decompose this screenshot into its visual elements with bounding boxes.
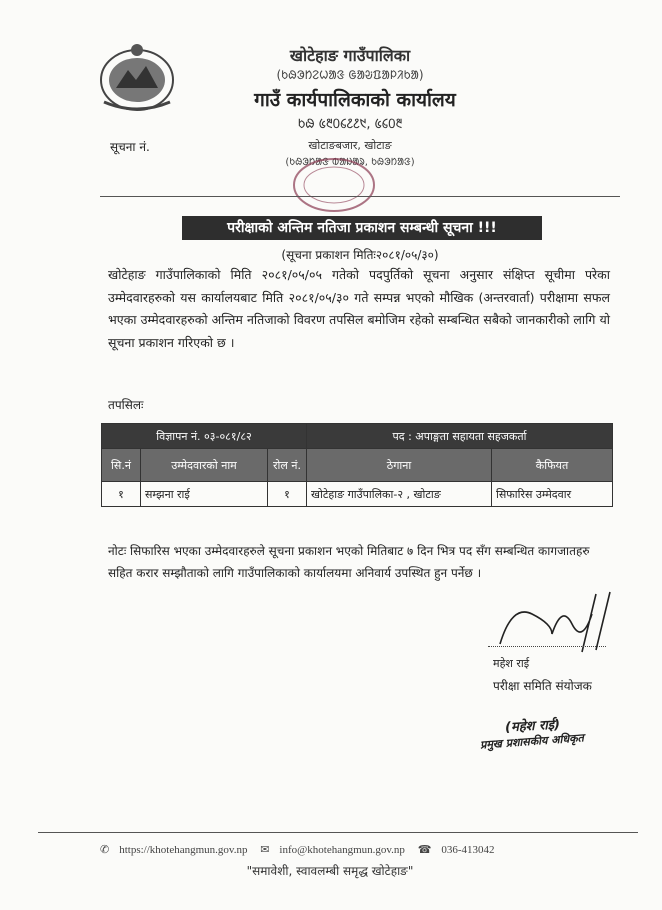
signatory-name: महेश राई xyxy=(493,657,530,670)
tapsil-label: तपसिलः xyxy=(108,398,144,412)
phone-icon: ☎ xyxy=(417,844,432,856)
cell-sn: १ xyxy=(102,482,141,507)
footer-slogan: "समावेशी, स्वावलम्बी समृद्ध खोटेहाङ" xyxy=(246,864,414,878)
globe-icon: ✆ xyxy=(100,844,110,856)
phone-number: 036-413042 xyxy=(441,844,495,856)
notice-title: परीक्षाको अन्तिम नतिजा प्रकाशन सम्बन्धी सूचना !!! xyxy=(182,216,542,240)
footer-divider xyxy=(38,832,638,833)
cell-name: सम्झना राई xyxy=(141,482,268,507)
col-header-remark: कैफियत xyxy=(492,449,613,482)
org-name-sub: (ᱠᱷᱳᱴᱮᱦᱟᱝ ᱜᱟᱶᱯᱟᱞᱤᱠᱟ) xyxy=(276,68,424,82)
post-name: पद : अपाङ्गता सहायता सहजकर्ता xyxy=(307,424,613,449)
office-name: गाउँ कार्यपालिकाको कार्यालय xyxy=(254,89,456,111)
results-table xyxy=(101,423,613,507)
cao-name: (महेश राई) xyxy=(504,717,561,736)
col-header-name: उम्मेदवारको नाम xyxy=(141,449,268,482)
advert-number: विज्ञापन नं. ०३-०८१/८२ xyxy=(102,424,307,449)
office-stamp xyxy=(284,150,384,220)
note-text: नोटः सिफारिस भएका उम्मेदवारहरुले सूचना प्रकाशन भएको मितिबाट ७ दिन भित्र पद सँग सम्बन्धित कागजातहरु सहित करार सम्झौताको लागि गाउँपालिकाको कार्यालयमा अनिवार्य उपस्थित हुन पर्नेछ । xyxy=(108,544,590,580)
signature-line xyxy=(488,646,606,647)
notice-body: खोटेहाङ गाउँपालिकाको मिति २०८१/०५/०५ गतेको पदपुर्तिको सूचना अनुसार संक्षिप्त सूचीमा परेका उम्मेदवारहरुको यस कार्यालयबाट मिति २०८१/०५/३० गते सम्पन्न भएको मौखिक (अन्तरवार्ता) परीक्षामा सफल भएका उम्मेदवारहरुको अन्तिम नतिजाको विवरण तपसिल बमोजिम रहेको सम्बन्धित सबैको जानकारीको लागि यो सूचना प्रकाशन गरिएको छ । xyxy=(108,267,610,350)
phone-line: ᱠᱷ ᱕᱓᱐᱔᱒᱒᱑, ᱕᱔᱐᱓ xyxy=(297,117,403,132)
col-header-roll: रोल नं. xyxy=(268,449,307,482)
col-header-sn: सि.नं xyxy=(102,449,141,482)
table-row xyxy=(102,482,613,507)
email-link[interactable]: info@khotehangmun.gov.np xyxy=(279,844,405,856)
email-icon: ✉ xyxy=(260,844,270,856)
cell-address: खोटेहाङ गाउँपालिका-२ , खोटाङ xyxy=(307,482,492,507)
cell-roll: १ xyxy=(268,482,307,507)
footer-contact xyxy=(100,843,540,856)
address: खोटाङबजार, खोटाङ xyxy=(308,139,392,152)
notice-number-label: सूचना नं. xyxy=(110,140,150,154)
signatory-role: परीक्षा समिति संयोजक xyxy=(493,679,592,693)
nepal-emblem-logo xyxy=(94,36,180,116)
cao-role: प्रमुख प्रशासकीय अधिकृत xyxy=(479,731,585,752)
website-link[interactable]: https://khotehangmun.gov.np xyxy=(119,844,248,856)
table-advert-row xyxy=(102,424,613,449)
cell-remark: सिफारिस उम्मेदवार xyxy=(492,482,613,507)
handwritten-signature xyxy=(492,584,622,654)
table-header-row xyxy=(102,449,613,482)
org-name: खोटेहाङ गाउँपालिका xyxy=(289,46,411,65)
header-divider xyxy=(100,196,620,197)
address-sub: (ᱠᱷᱳᱴᱟᱝ ᱵᱟᱡᱟᱨ, ᱠᱷᱳᱴᱟᱝ) xyxy=(285,157,415,168)
publication-date: (सूचना प्रकाशन मितिः२०८१/०५/३०) xyxy=(281,248,439,262)
col-header-address: ठेगाना xyxy=(307,449,492,482)
